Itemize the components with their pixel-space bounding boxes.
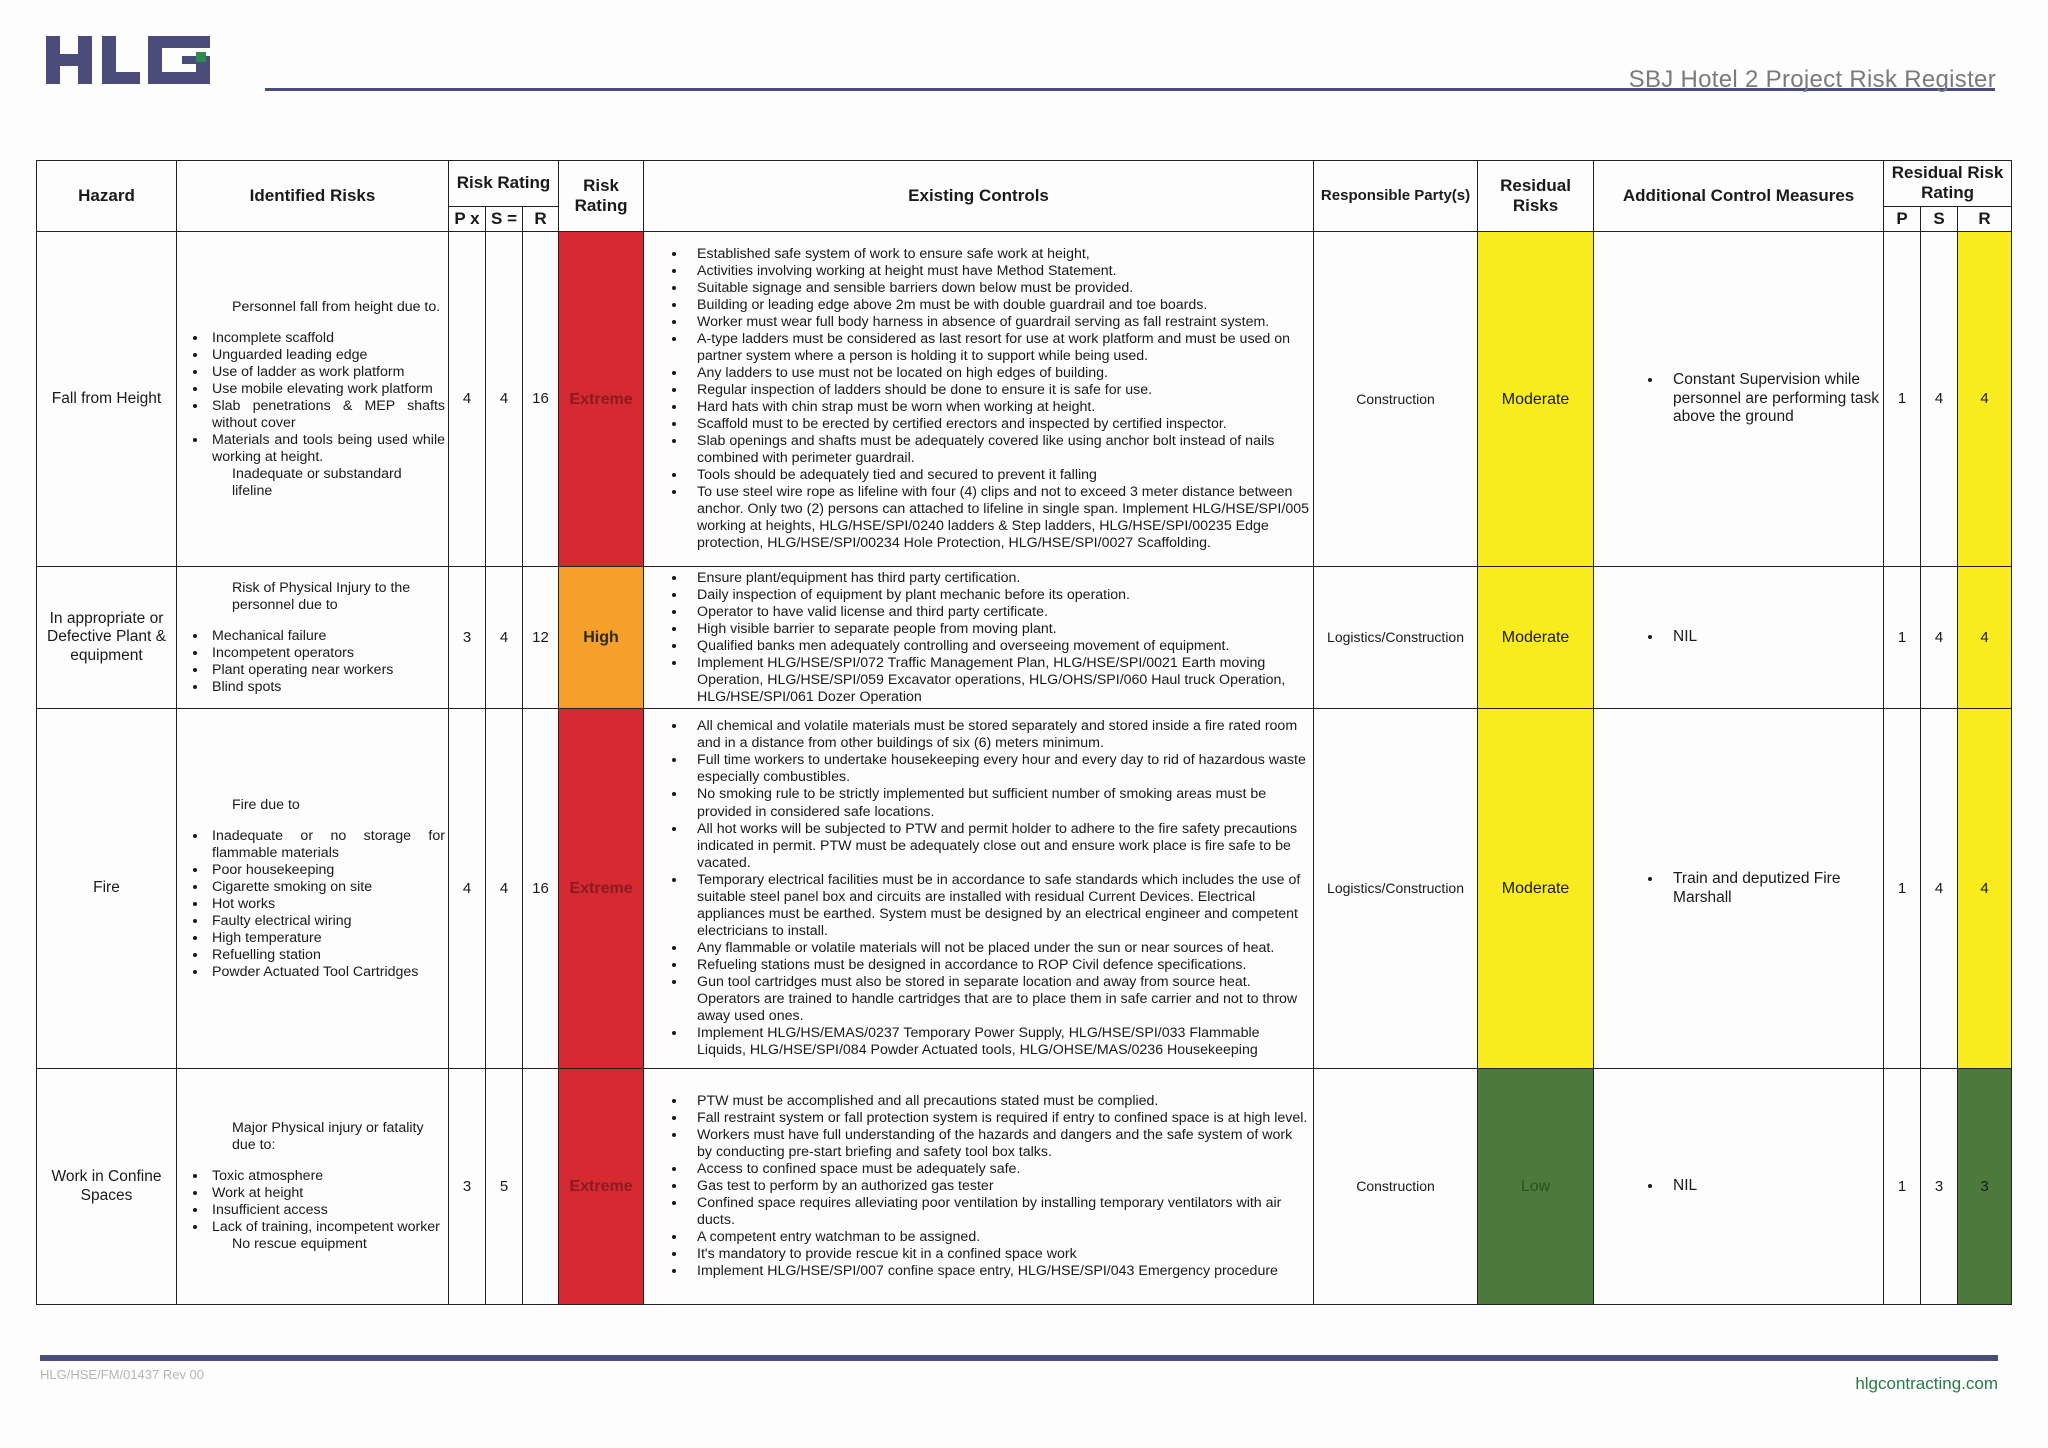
sub-residual-s: S [1921,206,1958,231]
risk-intro: Major Physical injury or fatality due to: [232,1120,424,1154]
risk-score-cell: 12 [523,567,559,709]
additional-measure-item: • Train and deputized Fire Marshall [1663,870,1880,907]
risk-tail-item: Inadequate or substandard lifeline [232,465,402,499]
sub-s: S = [486,206,523,231]
control-item: • Any ladders to use must not be located on high edges of building. [687,365,1310,382]
col-residual-rating: Residual Risk Rating [1884,161,2012,207]
severity-cell: 4 [486,709,523,1069]
risk-rating-cell: Extreme [559,232,644,567]
control-item: • Tools should be adequately tied and secured to prevent it falling [687,467,1310,484]
risk-register-table [36,160,2012,1305]
control-item: • Activities involving working at height must have Method Statement. [687,263,1310,280]
control-item: • Implement HLG/HSE/SPI/072 Traffic Management Plan, HLG/HSE/SPI/0021 Earth moving Operation, HLG/HSE/SPI/059 Excavator operations, HLG/OHS/SPI/060 Haul truck Operation, HLG/HSE/SPI/061 Dozer Operation [687,655,1310,706]
additional-measures-cell [1594,709,1884,1069]
hazard-cell: Fall from Height [37,232,177,567]
residual-risk-cell: Low [1478,1069,1594,1305]
control-item: • All hot works will be subjected to PTW and permit holder to adhere to the fire safety precautions indicated in permit. PTW must be adequately close out and ensure work place is fire safe to be vacated. [687,821,1310,872]
risk-item: • Lack of training, incompetent worker [208,1219,445,1236]
risk-rating-cell: Extreme [559,1069,644,1305]
control-item: • Gun tool cartridges must also be stored in separate location and away from source heat. Operators are trained to handle cartridges that are to place them in safe carrier and not to throw away used ones. [687,974,1310,1025]
probability-cell: 3 [449,567,486,709]
severity-cell: 5 [486,1069,523,1305]
hazard-cell: Fire [37,709,177,1069]
residual-p-cell: 1 [1884,1069,1921,1305]
severity-cell: 4 [486,567,523,709]
residual-risk-cell: Moderate [1478,567,1594,709]
control-item: • Implement HLG/HSE/SPI/007 confine space entry, HLG/HSE/SPI/043 Emergency procedure [687,1263,1310,1280]
risk-item: • Cigarette smoking on site [208,879,445,896]
residual-r-cell: 4 [1958,567,2012,709]
identified-risks-cell [177,1069,449,1305]
risk-item: • Use of ladder as work platform [208,364,445,381]
col-identified-risks: Identified Risks [177,161,449,232]
control-item: • To use steel wire rope as lifeline with four (4) clips and not to exceed 3 meter distance between anchor. Only two (2) persons can attached to lifeline in single span. Implement HLG/HSE/SPI/005 working at heights, HLG/HSE/SPI/0240 ladders & Step ladders, HLG/HSE/SPI/00235 Edge protection, HLG/HSE/SPI/00234 Hole Protection, HLG/HSE/SPI/0027 Scaffolding. [687,484,1310,552]
sub-p: P x [449,206,486,231]
control-item: • Access to confined space must be adequately safe. [687,1161,1310,1178]
col-existing-controls: Existing Controls [644,161,1314,232]
risk-item: • Mechanical failure [208,628,445,645]
additional-measures-list [1597,870,1880,907]
probability-cell: 4 [449,709,486,1069]
control-item: • Established safe system of work to ensure safe work at height, [687,246,1310,263]
risk-item: • Toxic atmosphere [208,1168,445,1185]
additional-measure-item: • NIL [1663,1177,1880,1196]
col-risk-rating-group: Risk Rating [449,161,559,207]
responsible-cell: Logistics/Construction [1314,709,1478,1069]
risk-item: • Unguarded leading edge [208,347,445,364]
control-item: • Ensure plant/equipment has third party certification. [687,570,1310,587]
risk-item: • Incomplete scaffold [208,330,445,347]
footer-doc-ref: HLG/HSE/FM/01437 Rev 00 [40,1367,205,1382]
existing-controls-cell [644,567,1314,709]
control-item: • Implement HLG/HS/EMAS/0237 Temporary Power Supply, HLG/HSE/SPI/033 Flammable Liquids, HLG/HSE/SPI/084 Powder Actuated tools, HLG/OHSE/MAS/0236 Housekeeping [687,1025,1310,1059]
hazard-cell: In appropriate or Defective Plant & equipment [37,567,177,709]
additional-measures-list [1597,628,1880,647]
risk-score-cell: 16 [523,709,559,1069]
control-item: • Confined space requires alleviating poor ventilation by installing temporary ventilators with air ducts. [687,1195,1310,1229]
control-item: • Refueling stations must be designed in accordance to ROP Civil defence specifications. [687,957,1310,974]
risk-tail-item: No rescue equipment [232,1236,367,1253]
residual-p-cell: 1 [1884,232,1921,567]
col-responsible: Responsible Party(s) [1314,161,1478,232]
residual-p-cell: 1 [1884,567,1921,709]
responsible-cell: Logistics/Construction [1314,567,1478,709]
sub-residual-p: P [1884,206,1921,231]
identified-risks-cell [177,232,449,567]
risk-list [180,1168,445,1236]
controls-list [647,718,1310,1059]
residual-risk-cell: Moderate [1478,232,1594,567]
additional-measures-cell [1594,232,1884,567]
risk-row [37,567,2012,709]
risk-item: • Faulty electrical wiring [208,913,445,930]
risk-item: • Insufficient access [208,1202,445,1219]
existing-controls-cell [644,1069,1314,1305]
control-item: • PTW must be accomplished and all precautions stated must be complied. [687,1093,1310,1110]
residual-r-cell: 4 [1958,232,2012,567]
residual-risk-cell: Moderate [1478,709,1594,1069]
control-item: • Regular inspection of ladders should be done to ensure it is safe for use. [687,382,1310,399]
risk-item: • Plant operating near workers [208,662,445,679]
identified-risks-cell [177,709,449,1069]
col-risk-rating: Risk Rating [559,161,644,232]
risk-intro: Fire due to [232,796,300,813]
footer-website: hlgcontracting.com [1855,1374,1998,1393]
risk-item: • High temperature [208,930,445,947]
risk-rating-cell: Extreme [559,709,644,1069]
control-item: • All chemical and volatile materials must be stored separately and stored inside a fire rated room and in a distance from other buildings of six (6) meters minimum. [687,718,1310,752]
risk-item: • Blind spots [208,679,445,696]
residual-r-cell: 4 [1958,709,2012,1069]
control-item: • Gas test to perform by an authorized gas tester [687,1178,1310,1195]
hazard-cell: Work in Confine Spaces [37,1069,177,1305]
controls-list [647,1093,1310,1280]
risk-score-cell: 16 [523,232,559,567]
risk-row [37,1069,2012,1305]
control-item: • A competent entry watchman to be assigned. [687,1229,1310,1246]
controls-list [647,246,1310,553]
probability-cell: 4 [449,232,486,567]
control-item: • Temporary electrical facilities must be in accordance to safe standards which includes the use of suitable steel panel box and circuits are installed with residual Current Devices. Electrical appliances must be earthed. System must be designed by an electrical engineer and competent electricians to install. [687,872,1310,940]
control-item: • No smoking rule to be strictly implemented but sufficient number of smoking areas must be provided in considered safe locations. [687,786,1310,820]
sub-residual-r: R [1958,206,2012,231]
risk-item: • Use mobile elevating work platform [208,381,445,398]
additional-measure-item: • Constant Supervision while personnel are performing task above the ground [1663,371,1880,427]
control-item: • Full time workers to undertake housekeeping every hour and every day to rid of hazardous waste especially combustibles. [687,752,1310,786]
footer-rule [40,1355,1998,1361]
probability-cell: 3 [449,1069,486,1305]
risk-item: • Inadequate or no storage for flammable materials [208,828,445,862]
control-item: • A-type ladders must be considered as last resort for use at work platform and must be used on partner system where a person is holding it to support while being used. [687,331,1310,365]
severity-cell: 4 [486,232,523,567]
risk-item: • Powder Actuated Tool Cartridges [208,964,445,981]
responsible-cell: Construction [1314,1069,1478,1305]
risk-list [180,828,445,981]
risk-row [37,232,2012,567]
control-item: • Operator to have valid license and third party certificate. [687,604,1310,621]
col-hazard: Hazard [37,161,177,232]
company-logo [44,30,214,90]
document-title: SBJ Hotel 2 Project Risk Register [1628,66,1996,93]
risk-list [180,330,445,466]
risk-intro: Personnel fall from height due to. [232,298,441,315]
control-item: • It's mandatory to provide rescue kit in a confined space work [687,1246,1310,1263]
control-item: • Slab openings and shafts must be adequately covered like using anchor bolt instead of nails combined with perimeter guardrail. [687,433,1310,467]
risk-item: • Slab penetrations & MEP shafts without cover [208,398,445,432]
additional-measures-list [1597,1177,1880,1196]
additional-measure-item: • NIL [1663,628,1880,647]
risk-score-cell [523,1069,559,1305]
risk-rating-cell: High [559,567,644,709]
identified-risks-cell [177,567,449,709]
control-item: • Scaffold must to be erected by certified erectors and inspected by certified inspector. [687,416,1310,433]
risk-item: • Hot works [208,896,445,913]
sub-r: R [523,206,559,231]
control-item: • Daily inspection of equipment by plant mechanic before its operation. [687,587,1310,604]
control-item: • Workers must have full understanding of the hazards and dangers and the safe system of work by conducting pre-start briefing and safety tool box talks. [687,1127,1310,1161]
risk-item: • Incompetent operators [208,645,445,662]
responsible-cell: Construction [1314,232,1478,567]
risk-item: • Refuelling station [208,947,445,964]
residual-s-cell: 4 [1921,567,1958,709]
col-additional-measures: Additional Control Measures [1594,161,1884,232]
control-item: • Hard hats with chin strap must be worn when working at height. [687,399,1310,416]
control-item: • Building or leading edge above 2m must be with double guardrail and toe boards. [687,297,1310,314]
control-item: • Qualified banks men adequately controlling and overseeing movement of equipment. [687,638,1310,655]
additional-measures-list [1597,371,1880,427]
risk-item: • Materials and tools being used while working at height. [208,432,445,466]
residual-r-cell: 3 [1958,1069,2012,1305]
risk-intro: Risk of Physical Injury to the personnel due to [232,579,411,613]
residual-s-cell: 4 [1921,232,1958,567]
controls-list [647,570,1310,706]
existing-controls-cell [644,709,1314,1069]
additional-measures-cell [1594,567,1884,709]
risk-list [180,628,445,696]
control-item: • Suitable signage and sensible barriers down below must be provided. [687,280,1310,297]
residual-s-cell: 4 [1921,709,1958,1069]
control-item: • Any flammable or volatile materials will not be placed under the sun or near sources of heat. [687,940,1310,957]
residual-s-cell: 3 [1921,1069,1958,1305]
risk-item: • Poor housekeeping [208,862,445,879]
residual-p-cell: 1 [1884,709,1921,1069]
control-item: • High visible barrier to separate people from moving plant. [687,621,1310,638]
risk-row [37,709,2012,1069]
risk-item: • Work at height [208,1185,445,1202]
additional-measures-cell [1594,1069,1884,1305]
control-item: • Fall restraint system or fall protection system is required if entry to confined space is at high level. [687,1110,1310,1127]
col-residual-risks: Residual Risks [1478,161,1594,232]
existing-controls-cell [644,232,1314,567]
control-item: • Worker must wear full body harness in absence of guardrail serving as fall restraint system. [687,314,1310,331]
